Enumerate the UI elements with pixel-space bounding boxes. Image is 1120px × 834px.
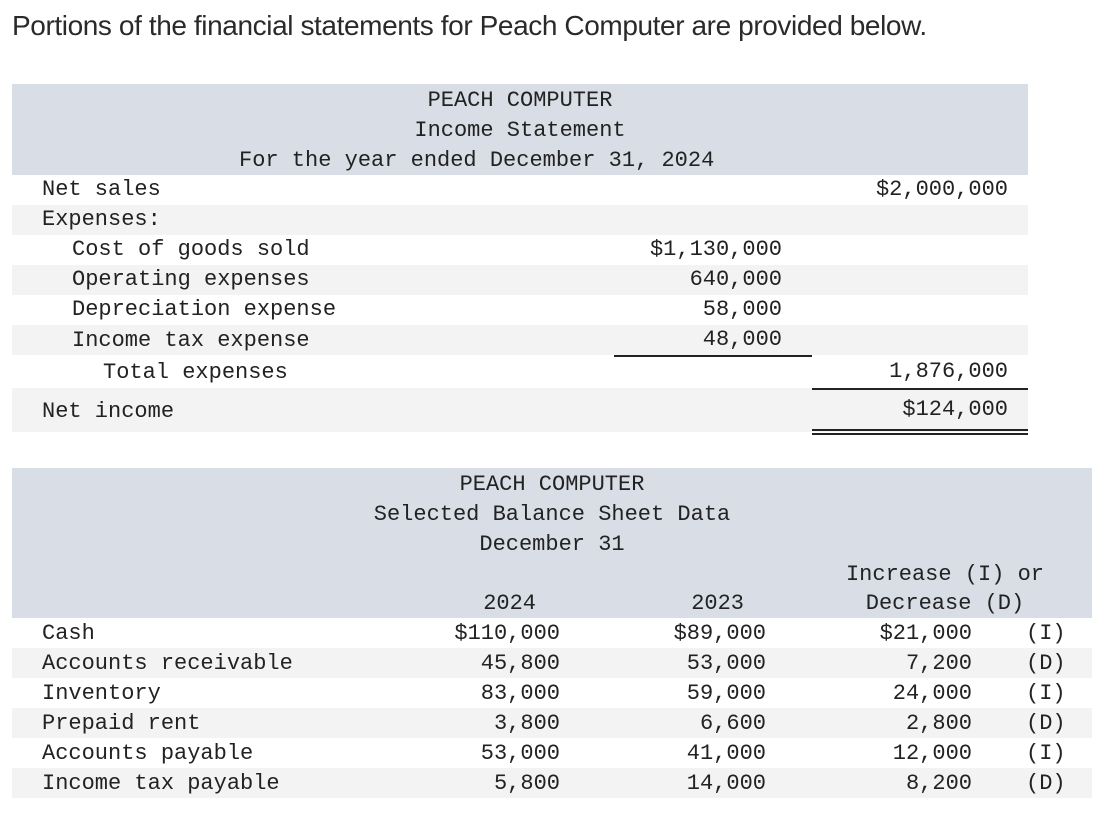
total-rule [812,388,1028,390]
change-value: 24,000 [892,681,972,706]
expenses-label: Expenses: [42,207,161,232]
intro-text: Portions of the financial statements for Peach Computer are provided below. [12,10,927,41]
value-2024: 5,800 [493,771,560,796]
expense-amount: $1,130,000 [649,237,782,262]
change-flag: (I) [1026,621,1066,646]
value-2024: 45,800 [480,651,560,676]
change-flag: (I) [1026,681,1066,706]
value-2024: $110,000 [454,621,560,646]
subtotal-rule [614,355,812,357]
change-header-line2: Decrease (D) [865,591,1025,616]
bs-company-name: PEACH COMPUTER [459,472,645,497]
expense-label: Depreciation expense [72,297,337,322]
statement-title: Income Statement [414,118,626,143]
bs-date: December 31 [479,532,625,557]
change-value: 8,200 [905,771,972,796]
account-label: Income tax payable [42,771,280,796]
net-income-label: Net income [42,399,175,424]
value-2023: 14,000 [686,771,766,796]
double-rule-top [812,429,1028,431]
total-expenses-label: Total expenses [103,360,288,385]
account-label: Prepaid rent [42,711,201,736]
change-value: 7,200 [905,651,972,676]
change-flag: (D) [1026,771,1066,796]
value-2023: 41,000 [686,741,766,766]
net-income-amount: $124,000 [902,397,1008,422]
value-2024: 3,800 [493,711,560,736]
total-expenses-amount: 1,876,000 [889,359,1008,384]
bs-title: Selected Balance Sheet Data [373,502,731,527]
change-header-line1: Increase (I) or [845,562,1045,587]
expense-amount: 640,000 [689,267,782,292]
row-band [12,205,1028,235]
change-flag: (D) [1026,651,1066,676]
expense-label: Income tax expense [72,328,310,353]
account-label: Accounts payable [42,741,254,766]
account-label: Accounts receivable [42,651,293,676]
col-2023-header: 2023 [691,591,744,616]
statement-period: For the year ended December 31, 2024 [239,148,715,173]
change-value: $21,000 [879,621,972,646]
expense-label: Cost of goods sold [72,237,310,262]
value-2023: $89,000 [673,621,766,646]
double-rule-bottom [812,433,1028,435]
expense-amount: 48,000 [702,327,782,352]
expense-label: Operating expenses [72,267,310,292]
value-2024: 83,000 [480,681,560,706]
expense-amount: 58,000 [702,297,782,322]
change-value: 12,000 [892,741,972,766]
net-sales-amount: $2,000,000 [875,177,1008,202]
value-2023: 59,000 [686,681,766,706]
change-flag: (D) [1026,711,1066,736]
value-2023: 6,600 [699,711,766,736]
account-label: Cash [42,621,95,646]
col-2024-header: 2024 [483,591,536,616]
net-sales-label: Net sales [42,177,161,202]
change-value: 2,800 [905,711,972,736]
company-name: PEACH COMPUTER [427,88,613,113]
value-2024: 53,000 [480,741,560,766]
account-label: Inventory [42,681,161,706]
value-2023: 53,000 [686,651,766,676]
change-flag: (I) [1026,741,1066,766]
